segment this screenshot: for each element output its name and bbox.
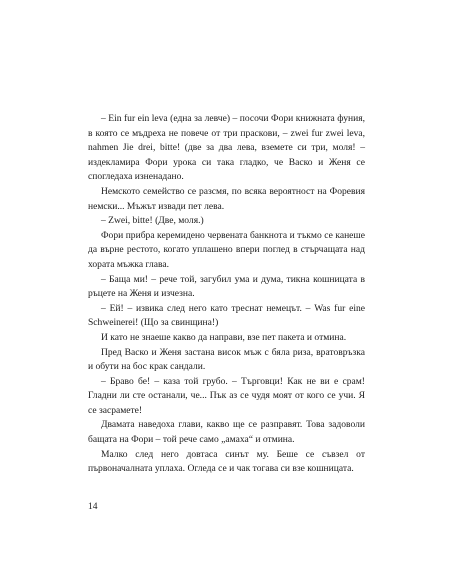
paragraph: Малко след него довтаса синът му. Беше се съвзел от първоначалната уплаха. Огледа се и чак тогава си взе кошницата. [88, 448, 365, 475]
paragraph: – Ей! – извика след него като треснат немецът. – Was fur eine Schweinerei! (Що за свинщина!) [88, 302, 365, 329]
paragraph: Пред Васко и Женя застана висок мъж с бяла риза, вратовръзка и обути на бос крак сандали. [88, 346, 365, 373]
paragraph: – Баща ми! – рече той, загубил ума и дума, тикна кошницата в ръцете на Женя и изчезна. [88, 273, 365, 300]
paragraph: Немското семейство се разсмя, по всяка вероятност на Форевия немски... Мъжът извади пет лева. [88, 185, 365, 212]
paragraph: – Браво бе! – каза той грубо. – Търговци! Как не ви е срам! Гладни ли сте останали, че... Пък аз се чудя моят от кого се учи. Я се засрамете! [88, 375, 365, 416]
paragraph: Двамата наведоха глави, какво ще се разправят. Това задоволи бащата на Фори – той рече само „амаха“ и отмина. [88, 419, 365, 446]
paragraph: – Ein fur ein leva (една за левче) – посочи Фори книжната фуния, в която се мъдреха не повече от три праскови, – zwei fur zwei leva, nahmen Jie drei, bitte! (две за два лева, вземете си три, моля! – издекламира Фори урока си така гладко, че Васко и Женя се спогледаха изненадано. [88, 113, 365, 183]
paragraph: И като не знаеше какво да направи, взе пет пакета и отмина. [101, 331, 347, 343]
paragraph: Фори прибра керемидено червената банкнота и тъкмо се канеше да върне рестото, когато уплашено впери поглед в стърчащата над хората мъжка глава. [88, 229, 365, 270]
paragraph: – Zwei, bitte! (Две, моля.) [101, 215, 204, 227]
page-body-text [88, 112, 365, 477]
page-number: 14 [88, 502, 98, 512]
